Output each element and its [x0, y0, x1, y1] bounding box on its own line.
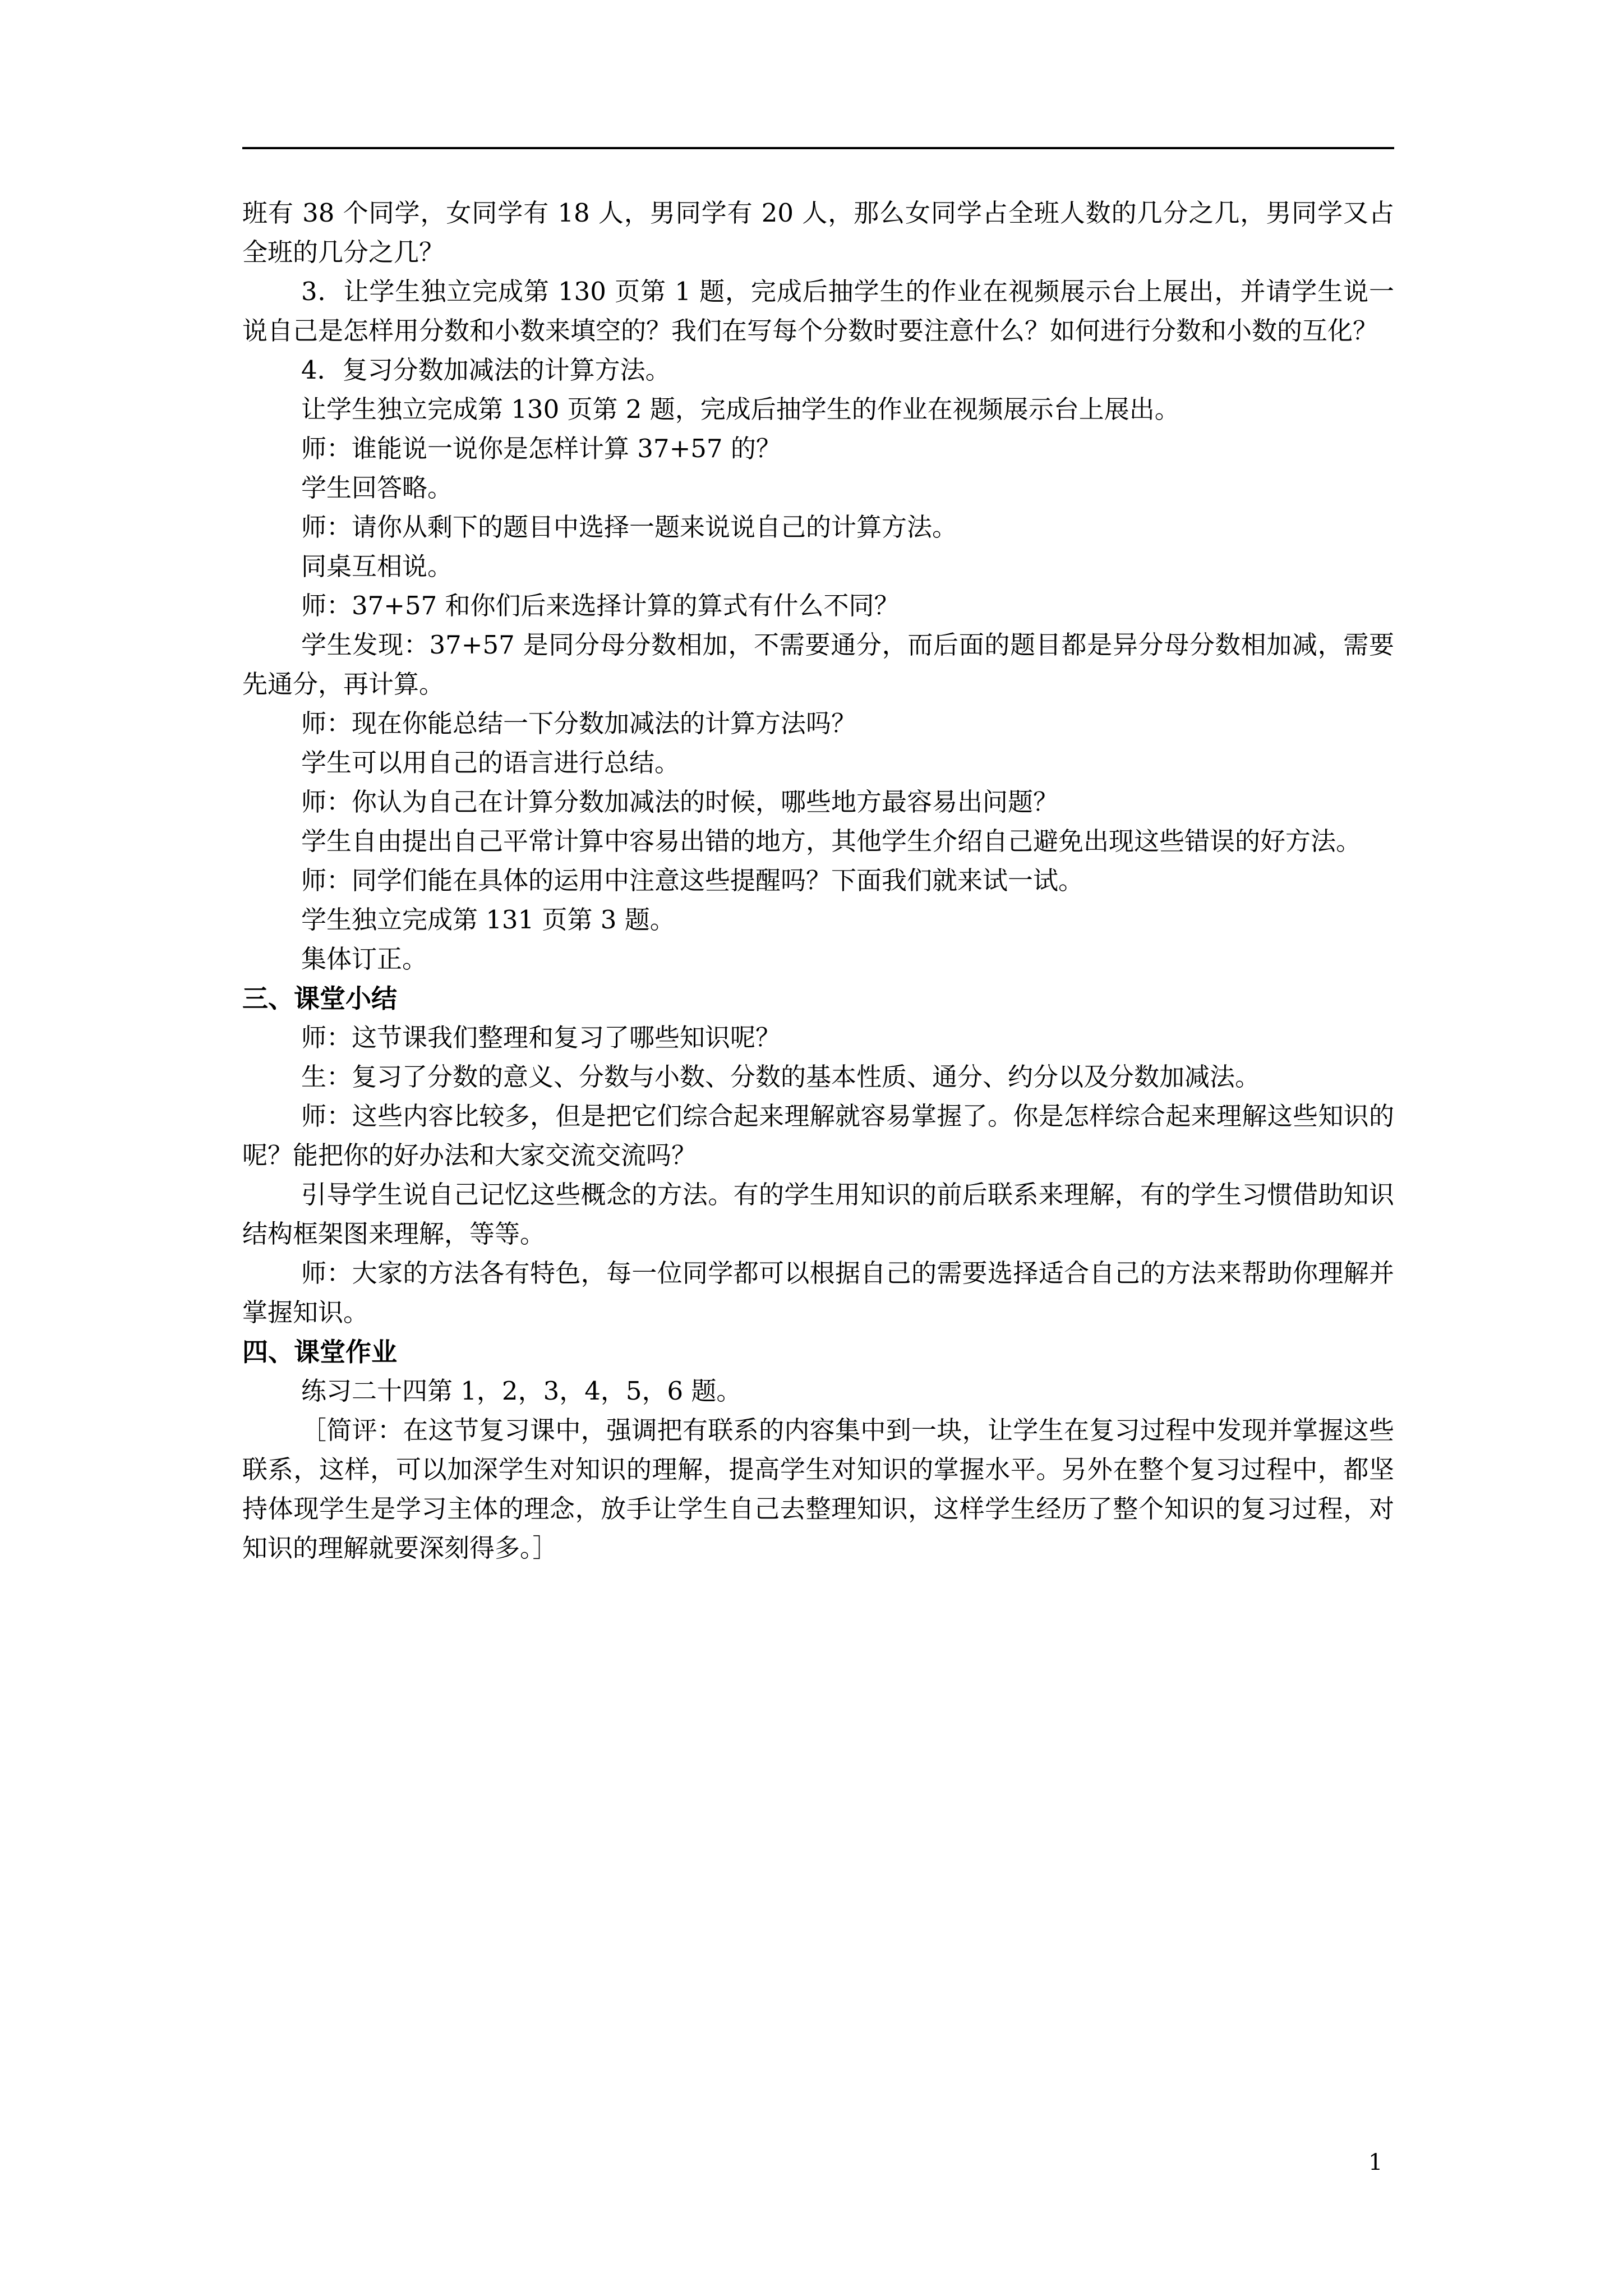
- section-heading-summary: 三、课堂小结: [242, 983, 397, 1014]
- paragraph: 学生自由提出自己平常计算中容易出错的地方，其他学生介绍自己避免出现这些错误的好方法。: [301, 826, 1362, 856]
- paragraph: 师：请你从剩下的题目中选择一题来说说自己的计算方法。: [301, 512, 958, 542]
- paragraph: 生：复习了分数的意义、分数与小数、分数的基本性质、通分、约分以及分数加减法。: [301, 1062, 1261, 1092]
- comment-paragraph: ［简评：在这节复习课中，强调把有联系的内容集中到一块，让学生在复习过程中发现并掌握这些联系，这样，可以加深学生对知识的理解，提高学生对知识的掌握水平。另外在整个复习过程中，都坚持体现学生是学习主体的理念，放手让学生自己去整理知识，这样学生经历了整个知识的复习过程，对知识的理解就要深刻得多。］: [242, 1415, 1394, 1563]
- paragraph: 3．让学生独立完成第 130 页第 1 题，完成后抽学生的作业在视频展示台上展出，并请学生说一说自己是怎样用分数和小数来填空的？我们在写每个分数时要注意什么？如何进行分数和小数的互化？: [242, 277, 1394, 346]
- paragraph: 师：你认为自己在计算分数加减法的时候，哪些地方最容易出问题？: [301, 787, 1059, 817]
- header-rule: [242, 147, 1394, 149]
- paragraph: 班有 38 个同学，女同学有 18 人，男同学有 20 人，那么女同学占全班人数的几分之几，男同学又占全班的几分之几？: [242, 198, 1394, 267]
- paragraph: 引导学生说自己记忆这些概念的方法。有的学生用知识的前后联系来理解，有的学生习惯借助知识结构框架图来理解，等等。: [242, 1180, 1394, 1249]
- paragraph: 师：37+57 和你们后来选择计算的算式有什么不同？: [301, 591, 900, 620]
- paragraph: 师：同学们能在具体的运用中注意这些提醒吗？下面我们就来试一试。: [301, 866, 1084, 895]
- section-heading-homework: 四、课堂作业: [242, 1337, 397, 1367]
- paragraph: 师：这节课我们整理和复习了哪些知识呢？: [301, 1023, 781, 1052]
- paragraph: 集体订正。: [301, 944, 428, 974]
- paragraph: 师：这些内容比较多，但是把它们综合起来理解就容易掌握了。你是怎样综合起来理解这些知识的呢？能把你的好办法和大家交流交流吗？: [242, 1101, 1394, 1170]
- document-body: [242, 194, 1394, 1568]
- paragraph: 练习二十四第 1，2，3，4，5，6 题。: [301, 1376, 742, 1406]
- paragraph: 学生发现：37+57 是同分母分数相加，不需要通分，而后面的题目都是异分母分数相加减，需要先通分，再计算。: [242, 630, 1394, 699]
- paragraph: 同桌互相说。: [301, 551, 453, 581]
- paragraph: 学生可以用自己的语言进行总结。: [301, 748, 680, 777]
- paragraph: 学生回答略。: [301, 473, 453, 503]
- page-number: 1: [1368, 2150, 1383, 2175]
- paragraph: 学生独立完成第 131 页第 3 题。: [301, 905, 675, 935]
- paragraph: 师：谁能说一说你是怎样计算 37+57 的？: [301, 434, 781, 463]
- paragraph: 师：现在你能总结一下分数加减法的计算方法吗？: [301, 708, 857, 738]
- paragraph: 让学生独立完成第 130 页第 2 题，完成后抽学生的作业在视频展示台上展出。: [301, 394, 1180, 424]
- paragraph: 师：大家的方法各有特色，每一位同学都可以根据自己的需要选择适合自己的方法来帮助你理解并掌握知识。: [242, 1258, 1394, 1327]
- paragraph: 4．复习分数加减法的计算方法。: [301, 355, 671, 385]
